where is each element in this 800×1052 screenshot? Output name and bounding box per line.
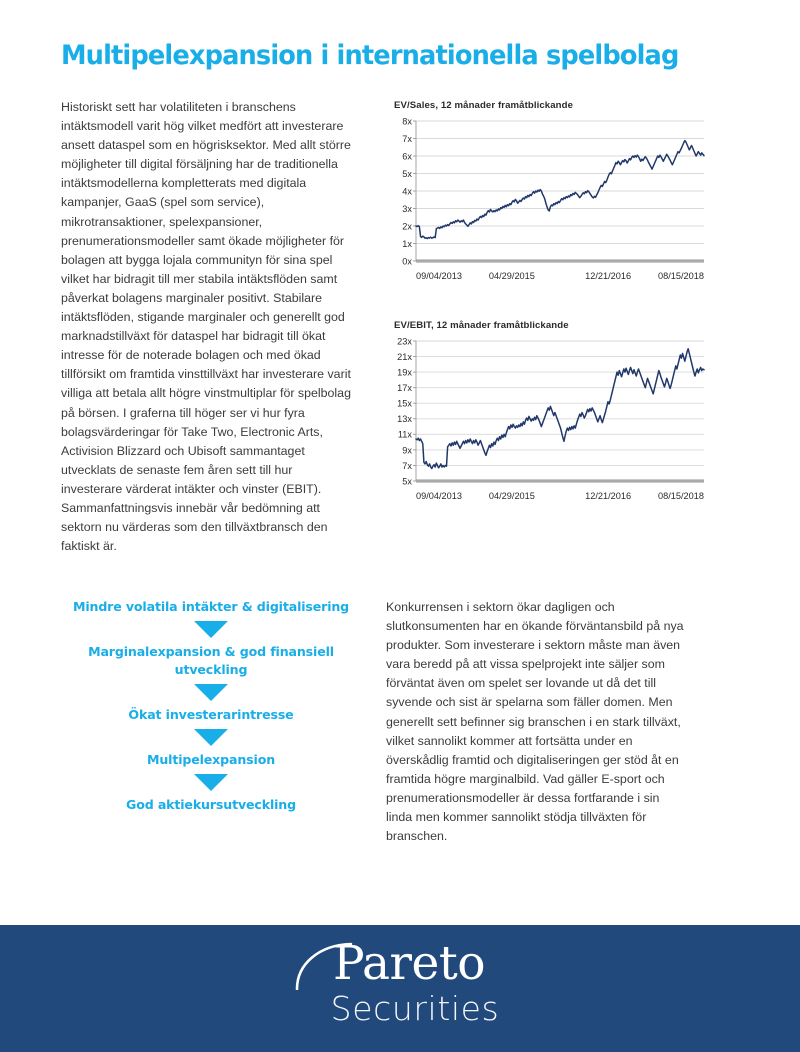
svg-text:04/29/2015: 04/29/2015 bbox=[488, 271, 535, 281]
svg-text:7x: 7x bbox=[402, 133, 412, 144]
svg-text:2x: 2x bbox=[402, 221, 412, 232]
svg-text:9x: 9x bbox=[402, 445, 412, 456]
svg-text:09/04/2013: 09/04/2013 bbox=[416, 271, 462, 281]
svg-text:4x: 4x bbox=[402, 186, 412, 197]
logo-wordmark-wrap bbox=[315, 936, 485, 991]
svg-text:7x: 7x bbox=[402, 460, 412, 471]
chart-ev-sales-plot bbox=[402, 116, 704, 281]
svg-text:11x: 11x bbox=[397, 429, 412, 440]
chart-ev-sales-canvas bbox=[386, 115, 716, 290]
logo-word-pareto: Pareto bbox=[333, 936, 485, 991]
svg-text:3x: 3x bbox=[402, 203, 412, 214]
svg-text:19x: 19x bbox=[397, 367, 412, 378]
flow-step-2: Marginalexpansion & god finansiell utveckling bbox=[88, 644, 334, 677]
flow-arrow-4-icon bbox=[194, 774, 228, 791]
svg-text:6x: 6x bbox=[402, 151, 412, 162]
flow-diagram bbox=[61, 598, 361, 814]
svg-text:12/21/2016: 12/21/2016 bbox=[585, 491, 632, 501]
chart-ev-ebit-svg bbox=[386, 335, 716, 510]
intro-paragraph: Historiskt sett har volatiliteten i branschens intäktsmodell varit hög vilket medfört att investerare ansett dataspel som en högrisksektor. Med allt större möjligheter till digital försäljning har de traditionella intäktsmodellerna kompletterats med digitala kampanjer, GaaS (spel som service), mikrotransaktioner, spelexpansioner, prenumerationsmodeller samt ökade möjligheter för bolagen att bygga lojala communityn för sina spel vilket har bidragit till mer stabila intäktsflöden samt påverkat bolagens marginaler positivt. Stabilare intäktsflöden, stigande marginaler och generellt god marknadstillväxt för dataspel har bidragit till ökat intresse för de noterade bolagen och med ökad tillförsikt om framtida vinsttillväxt har investerare varit villiga att betala allt högre vinstmultiplar för spelbolag på börsen. I graferna till höger ser vi hur fyra bolagsvärderingar för Take Two, Electronic Arts, Activision Blizzard och Ubisoft sammantaget utvecklats de senaste fem åren sett till hur investerare värderat intäkter och vinster (EBIT). Sammanfattningsvis innebär vår bedömning att sektorn nu värderas som den tillväxtbransch den faktiskt är. bbox=[61, 100, 351, 554]
logo-word-securities: Securities bbox=[330, 989, 500, 1028]
chart-ev-sales bbox=[386, 100, 716, 295]
svg-text:0x: 0x bbox=[402, 256, 412, 267]
svg-text:21x: 21x bbox=[397, 351, 412, 362]
page-title: Multipelexpansion i internationella spelbolag bbox=[61, 40, 679, 71]
chart-ev-sales-svg bbox=[386, 115, 716, 290]
right-column-paragraph: Konkurrensen i sektorn ökar dagligen och slutkonsumenten har en ökande förväntansbild på nya produkter. Som investerare i sektorn måste man även vara beredd på att vissa spelprojekt inte säljer som förväntat även om spelet ser lovande ut då det till syvende och sist är spelarna som fäller domen. Men generellt sett befinner sig branschen i en stark tillväxt, vilket sannolikt kommer att fortsätta under en överskådlig framtid och digitaliseringen ger stöd åt en framtida högre marginalbild. Vad gäller E-sport och prenumerationsmodeller är dessa fortfarande i sin linda men kommer sannolikt stödja tillväxten för branschen. bbox=[386, 600, 684, 844]
chart-ev-sales-title: EV/Sales, 12 månader framåtblickande bbox=[394, 100, 574, 111]
svg-text:08/15/2018: 08/15/2018 bbox=[658, 491, 704, 501]
flow-step-4: Multipelexpansion bbox=[146, 752, 276, 767]
svg-text:13x: 13x bbox=[397, 414, 412, 425]
flow-step-1: Mindre volatila intäkter & digitalisering bbox=[72, 599, 350, 614]
pareto-securities-logo bbox=[0, 936, 800, 1028]
svg-text:5x: 5x bbox=[402, 168, 412, 179]
svg-text:1x: 1x bbox=[402, 238, 412, 249]
flow-arrow-3-icon bbox=[194, 729, 228, 746]
flow-step-5: God aktiekursutveckling bbox=[126, 797, 296, 812]
svg-text:23x: 23x bbox=[397, 336, 412, 347]
chart-ev-ebit-canvas bbox=[386, 335, 716, 510]
svg-text:08/15/2018: 08/15/2018 bbox=[658, 271, 704, 281]
chart-ev-ebit-title: EV/EBIT, 12 månader framåtblickande bbox=[394, 320, 569, 331]
flow-step-3: Ökat investerarintresse bbox=[128, 707, 294, 722]
svg-text:12/21/2016: 12/21/2016 bbox=[585, 271, 632, 281]
svg-text:04/29/2015: 04/29/2015 bbox=[488, 491, 535, 501]
svg-text:17x: 17x bbox=[397, 383, 412, 394]
flow-arrow-1-icon bbox=[194, 621, 228, 638]
chart-ev-ebit bbox=[386, 320, 716, 515]
svg-text:09/04/2013: 09/04/2013 bbox=[416, 491, 462, 501]
chart-ev-ebit-plot bbox=[397, 336, 704, 501]
footer-band bbox=[0, 925, 800, 1052]
svg-text:8x: 8x bbox=[402, 116, 412, 127]
flow-arrow-2-icon bbox=[194, 684, 228, 701]
svg-text:5x: 5x bbox=[402, 476, 412, 487]
svg-text:15x: 15x bbox=[397, 398, 412, 409]
